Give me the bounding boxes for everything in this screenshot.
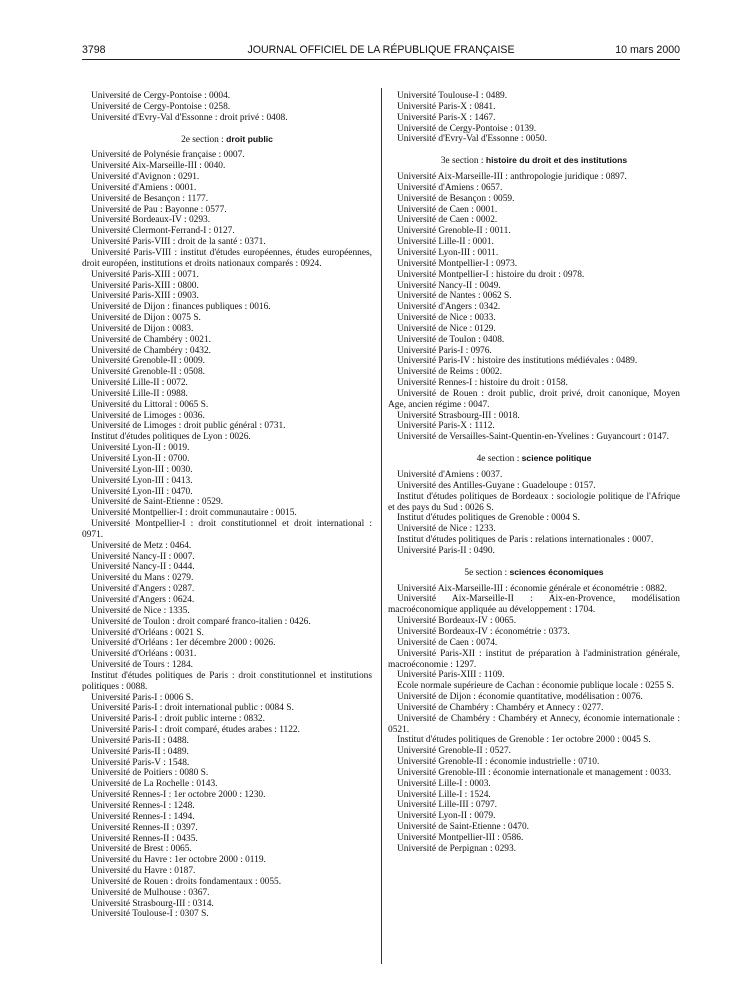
list-item: Université Grenoble-II : 0009. [91,356,206,367]
list-item: Université Lyon-III : 0011. [397,247,499,258]
list-item: Université de Reims : 0002. [397,367,502,378]
list-item: Université Paris-XII : institut de préparation à l'administration générale, macroéconomie : 1297. [388,648,680,670]
list-item: Université Aix-Marseille-III : économie générale et économétrie : 0882. [397,583,667,594]
list-item: Université Montpellier-I : histoire du droit : 0978. [397,269,585,280]
list-item: Université de Mulhouse : 0367. [91,887,210,898]
section-number: 4e section : [476,454,520,465]
section-heading [388,567,680,579]
list-item: Université d'Amiens : 0037. [397,470,503,480]
section-heading [388,453,680,465]
list-item: Université de Cergy-Pontoise : 0004. [91,91,231,101]
list-item: Université Lille-II : 0072. [91,378,188,389]
list-item: Université de Cergy-Pontoise : 0258. [91,101,231,112]
list-item: Université Grenoble-III : économie internationale et management : 0033. [397,767,672,778]
list-item: Université Paris-X : 1112. [397,421,495,432]
list-item: Université de Chambéry : Chambéry et Annecy, économie internationale : 0521. [388,713,680,735]
list-item: Université de Nice : 1335. [91,605,190,616]
list-item: Université Nancy-II : 0007. [91,551,195,562]
list-item: Université Paris-X : 1467. [397,112,496,123]
list-item: Université Montpellier-I : 0973. [397,258,518,269]
list-item: Université Lyon-II : 0019. [91,443,190,454]
list-item: Université des Antilles-Guyane : Guadeloupe : 0157. [397,480,596,491]
list-item: Université de Besançon : 0059. [397,193,515,204]
list-item: Université de Nice : 0033. [397,313,496,324]
list-item: Université Bordeaux-IV : économétrie : 0373. [397,626,570,637]
list-item: Université Strasbourg-III : 0314. [91,898,214,909]
list-item: Université Montpellier-III : 0586. [397,833,524,843]
list-item: Université de Caen : 0002. [397,215,498,226]
list-item: Université Nancy-II : 0049. [397,280,501,291]
list-item: Université de Perpignan : 0293. [397,843,516,854]
list-item: Université Lyon-III : 0030. [91,464,193,475]
list-item: Université d'Angers : 0342. [397,302,501,313]
list-item: Université de Dijon : 0075 S. [91,313,201,324]
list-item: Université Lille-II : 0988. [91,388,188,399]
section-heading [388,155,680,167]
section-title: histoire du droit et des institutions [485,155,628,166]
list-item: Université Rennes-I : 1er octobre 2000 : 1230. [91,790,266,801]
list-item: Université de Chambéry : 0021. [91,334,212,345]
list-item: Institut d'études politiques de Paris : droit constitutionnel et institutions politiques : 0088. [82,670,372,692]
list-item: Université Toulouse-I : 0489. [397,91,508,101]
list-item: Université d'Evry-Val d'Essonne : 0050. [397,134,547,145]
list-item: Université de Dijon : finances publiques : 0016. [91,302,271,313]
list-item: Université Rennes-I : 1248. [91,801,195,811]
list-item: Université Aix-Marseille-II : Aix-en-Provence, modélisation macroéconomique appliquée au développement : 1704. [388,594,680,616]
list-item: Université d'Evry-Val d'Essonne : droit privé : 0408. [91,112,288,123]
column-divider [381,88,382,964]
list-item: Université de Cergy-Pontoise : 0139. [397,123,537,134]
list-item: Université Paris-IV : histoire des institutions médiévales : 0489. [397,356,638,367]
list-item: Institut d'études politiques de Grenoble : 0004 S. [397,513,580,524]
list-item: Université Rennes-II : 0397. [91,822,198,833]
list-item: Université Toulouse-I : 0307 S. [91,909,209,920]
section-title: droit public [226,133,273,144]
list-item: Université Paris-I : droit public interne : 0832. [91,714,265,725]
list-item: Institut d'études politiques de Paris : relations internationales : 0007. [397,535,654,546]
list-item: Université Bordeaux-IV : 0065. [397,616,517,627]
list-item: Université du Havre : 0187. [91,866,196,877]
list-item: Université Paris-I : droit comparé, études arabes : 1122. [91,725,300,736]
list-item: Université de Dijon : 0083. [91,323,194,334]
list-item: Université de Caen : 0074. [397,637,498,648]
list-item: Université de Pau : Bayonne : 0577. [91,204,227,215]
list-item: Université de Toulon : droit comparé franco-italien : 0426. [91,616,311,627]
page-number: 3798 [82,44,106,56]
list-item: Université Paris-XIII : 0800. [91,280,199,291]
list-item: Université Paris-I : droit international public : 0084 S. [91,703,294,714]
list-item: Université Paris-II : 0490. [397,545,495,556]
list-item: Université d'Orléans : 0031. [91,649,197,660]
list-item: Université Aix-Marseille-III : anthropologie juridique : 0897. [397,172,627,183]
left-column [82,91,372,920]
list-item: Université de Rouen : droit public, droit privé, droit canonique, Moyen Age, ancien régime : 0047. [388,388,680,410]
list-item: Université Paris-XIII : 1109. [397,670,505,681]
list-item: Université Lille-I : 1524. [397,789,491,800]
list-item: Université de Saint-Etienne : 0529. [91,497,224,508]
list-item: Université Aix-Marseille-III : 0040. [91,161,226,172]
list-item: Université de La Rochelle : 0143. [91,779,218,790]
list-item: Université Grenoble-II : 0011. [397,226,511,237]
list-item: Université Rennes-I : histoire du droit : 0158. [397,378,568,389]
list-item: Université du Littoral : 0065 S. [91,399,209,410]
list-item: Université Paris-XIII : 0071. [91,269,199,280]
list-item: Université Lyon-III : 0470. [91,486,193,497]
list-item: Université Grenoble-II : 0527. [397,746,512,757]
list-item: Université Paris-XIII : 0903. [91,291,199,302]
list-item: Université Lille-III : 0797. [397,800,497,811]
list-item: Université de Besançon : 1177. [91,193,209,204]
list-item: Université de Toulon : 0408. [397,334,505,345]
list-item: Université de Versailles-Saint-Quentin-en-Yvelines : Guyancourt : 0147. [397,432,669,443]
list-item: Institut d'études politiques de Lyon : 0026. [91,432,251,443]
list-item: Université de Nantes : 0062 S. [397,291,512,302]
list-item: Université d'Avignon : 0291. [91,172,200,183]
list-item: Université Paris-V : 1548. [91,757,190,768]
right-column [388,91,680,855]
list-item: Institut d'études politiques de Grenoble : 1er octobre 2000 : 0045 S. [397,735,651,746]
list-item: Université d'Amiens : 0001. [91,182,197,193]
list-item: Université Paris-I : 0006 S. [91,692,194,703]
list-item: Université d'Angers : 0624. [91,594,195,605]
section-number: 5e section : [464,567,508,578]
list-item: Université de Dijon : économie quantitative, modélisation : 0076. [397,692,643,703]
list-item: Université de Chambéry : 0432. [91,345,212,356]
list-item: Université de Nice : 1233. [397,524,496,535]
list-item: Ecole normale supérieure de Cachan : économie publique locale : 0255 S. [397,681,674,692]
list-item: Université Lille-I : 0003. [397,778,491,789]
list-item: Université Montpellier-I : droit communautaire : 0015. [91,508,297,519]
list-item: Université Bordeaux-IV : 0293. [91,215,211,226]
list-item: Université Lyon-II : 0700. [91,454,190,464]
list-item: Université Paris-I : 0976. [397,345,492,356]
list-item: Université de Rouen : droits fondamentaux : 0055. [91,876,282,887]
list-item: Université Paris-X : 0841. [397,101,496,112]
list-item: Université Lyon-III : 0413. [91,475,193,486]
list-item: Université du Havre : 1er octobre 2000 : 0119. [91,855,266,866]
section-number: 2e section : [181,134,224,145]
list-item: Université de Brest : 0065. [91,844,192,855]
list-item: Université Strasbourg-III : 0018. [397,410,520,421]
list-item: Université de Caen : 0001. [397,204,498,215]
journal-title: JOURNAL OFFICIEL DE LA RÉPUBLIQUE FRANÇAISE [247,44,515,56]
list-item: Université du Mans : 0279. [91,573,194,584]
page-header [82,44,680,58]
issue-date: 10 mars 2000 [615,44,680,56]
list-item: Université de Nice : 0129. [397,323,496,334]
list-item: Université Lille-II : 0001. [397,237,494,248]
list-item: Université Paris-VIII : institut d'études européennes, études européennes, droit européen, institutions et droits nationaux comparés : 0924. [82,247,372,269]
list-item: Université de Saint-Etienne : 0470. [397,822,530,833]
section-title: sciences économiques [509,566,604,577]
section-heading [82,134,372,146]
list-item: Université Grenoble-II : 0508. [91,367,206,378]
list-item: Université d'Amiens : 0657. [397,182,503,193]
list-item: Université Paris-II : 0488. [91,735,189,746]
list-item: Université Rennes-II : 0435. [91,833,198,844]
list-item: Université de Chambéry : Chambéry et Annecy : 0277. [397,702,604,713]
list-item: Institut d'études politiques de Bordeaux : sociologie politique de l'Afrique et des pays du Sud : 0026 S. [388,491,680,513]
list-item: Université de Polynésie française : 0007. [91,150,245,161]
list-item: Université Paris-II : 0489. [91,746,189,757]
list-item: Université Clermont-Ferrand-I : 0127. [91,226,235,237]
list-item: Université Nancy-II : 0444. [91,562,195,573]
list-item: Université d'Angers : 0287. [91,584,195,595]
list-item: Université Lyon-II : 0079. [397,811,496,822]
list-item: Université Rennes-I : 1494. [91,811,195,822]
list-item: Université Paris-VIII : droit de la santé : 0371. [91,237,266,248]
list-item: Université de Limoges : droit public général : 0731. [91,421,286,432]
list-item: Université de Metz : 0464. [91,540,192,551]
list-item: Université de Limoges : 0036. [91,410,205,421]
list-item: Université de Tours : 1284. [91,660,194,671]
list-item: Université Grenoble-II : économie industrielle : 0710. [397,757,600,768]
list-item: Université d'Orléans : 1er décembre 2000 : 0026. [91,638,276,649]
list-item: Université de Poitiers : 0080 S. [91,768,209,779]
section-number: 3e section : [440,156,484,167]
section-title: science politique [521,453,592,464]
header-rule [82,59,680,60]
list-item: Université Montpellier-I : droit constitutionnel et droit international : 0971. [82,519,372,540]
list-item: Université d'Orléans : 0021 S. [91,627,204,638]
